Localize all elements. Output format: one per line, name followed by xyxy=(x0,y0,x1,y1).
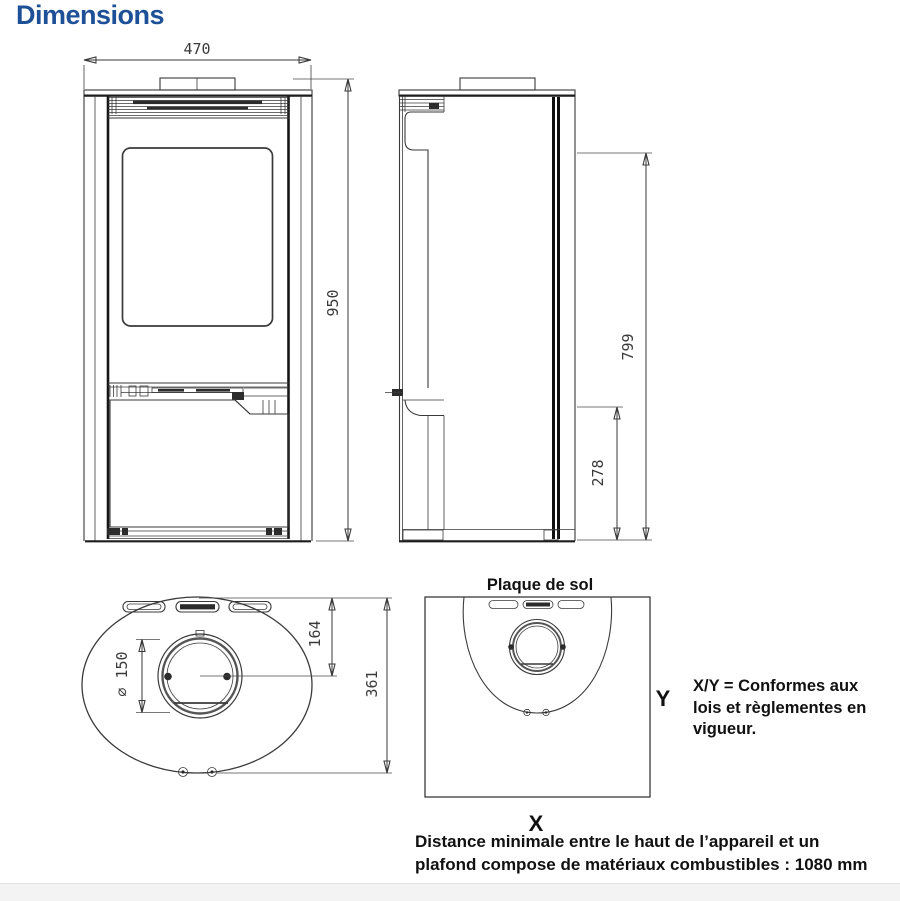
xy-note-line1: X/Y = Conformes aux xyxy=(693,677,859,695)
xy-note-line3: vigueur. xyxy=(693,720,757,738)
front-door-glass xyxy=(123,148,273,326)
dim-front-height xyxy=(293,79,354,541)
dim-label-150: ∅ 150 xyxy=(113,651,131,697)
floor-plate-rect xyxy=(425,597,650,797)
dim-front-width xyxy=(84,40,311,89)
dim-flue-offset xyxy=(306,598,332,676)
dim-label-799: 799 xyxy=(619,333,637,361)
axis-label-x: X xyxy=(528,811,544,836)
xy-regulation-note xyxy=(693,676,900,741)
front-lower-door xyxy=(110,400,288,527)
dim-label-278: 278 xyxy=(589,459,607,487)
page-title: Dimensions xyxy=(16,0,165,30)
ceiling-note-line1: Distance minimale entre le haut de l’appareil et un xyxy=(415,832,820,851)
dim-label-361: 361 xyxy=(363,670,381,698)
front-view xyxy=(84,78,312,541)
dim-depth xyxy=(199,598,392,773)
ceiling-distance-note xyxy=(415,830,895,876)
floor-plate-view xyxy=(425,576,650,797)
dim-label-164: 164 xyxy=(306,620,324,648)
page-bottom-band xyxy=(0,883,900,901)
front-bottom-strip xyxy=(85,528,311,541)
dim-label-950: 950 xyxy=(324,289,342,317)
floor-plate-title: Plaque de sol xyxy=(486,576,594,594)
front-top-grille xyxy=(108,97,289,118)
dim-label-470: 470 xyxy=(183,40,211,58)
front-handle-band xyxy=(108,383,289,414)
xy-note-line2: lois et règlementes en xyxy=(693,698,867,717)
axis-label-y: Y xyxy=(655,686,671,711)
ceiling-note-line2: plafond compose de matériaux combustibles : 1080 mm xyxy=(415,855,868,874)
side-view xyxy=(385,78,575,541)
dim-side-lower xyxy=(577,407,623,540)
